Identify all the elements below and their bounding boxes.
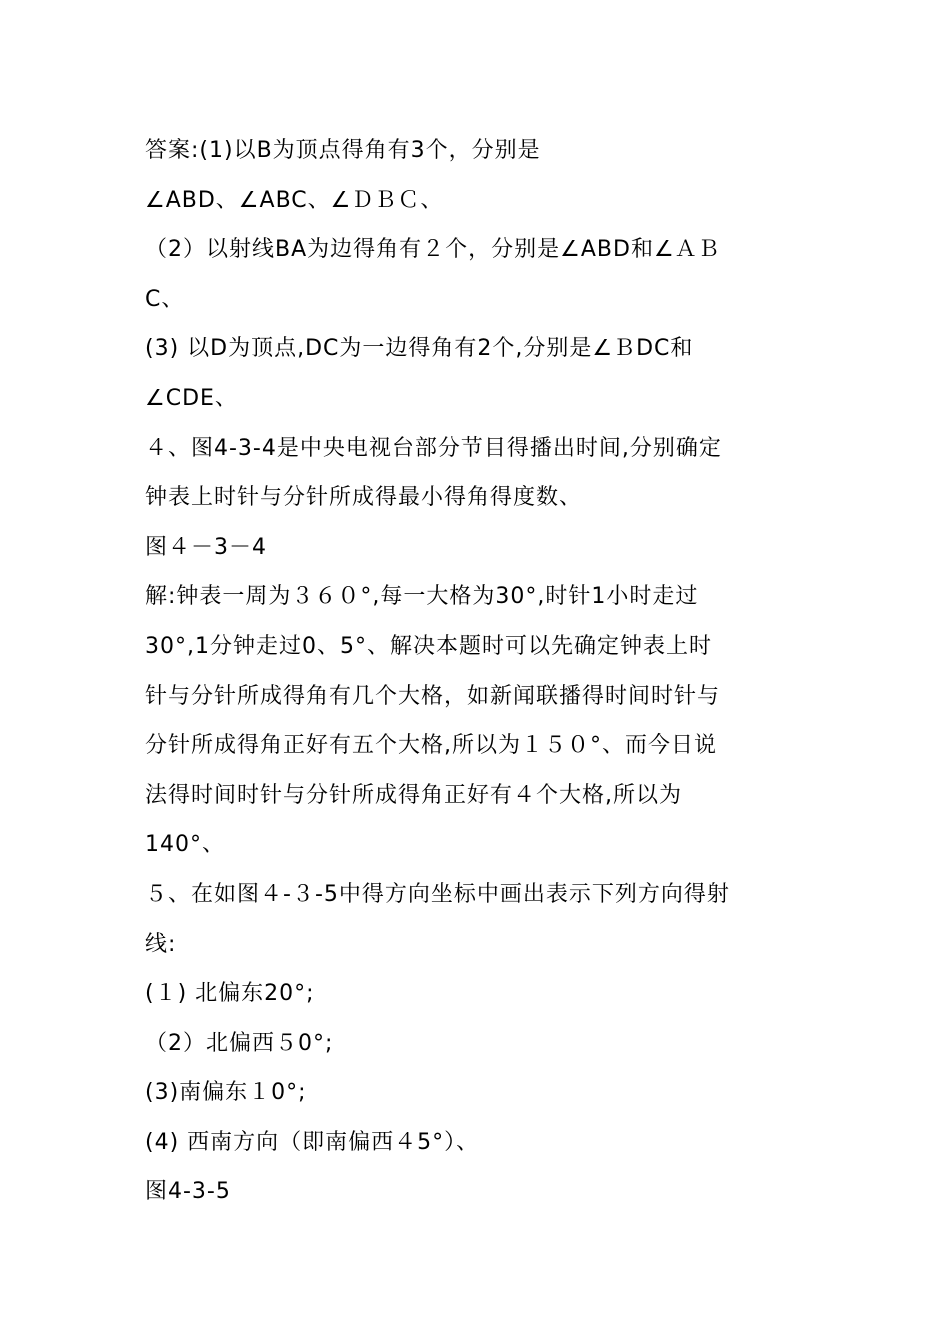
- text-line: ∠ABD、∠ABC、∠ＤＢＣ、: [145, 187, 444, 213]
- text-line: 法得时间时针与分针所成得角正好有４个大格,所以为: [145, 782, 682, 808]
- text-line: ∠CDE、: [145, 385, 238, 411]
- text-line: ５、在如图４-３-5中得方向坐标中画出表示下列方向得射: [145, 881, 730, 907]
- text-line: (１) 北偏东20°;: [145, 981, 315, 1007]
- text-line: C、: [145, 286, 185, 312]
- text-line: ４、图4-3-4是中央电视台部分节目得播出时间,分别确定: [145, 435, 722, 461]
- figure-caption: 图４－3－4: [145, 534, 267, 560]
- text-line: (3)南偏东１0°;: [145, 1080, 307, 1106]
- document-body: [145, 126, 825, 1217]
- text-line: （2）以射线BA为边得角有２个，分别是∠ABD和∠ＡＢ: [145, 237, 721, 263]
- text-line: 线:: [145, 931, 177, 957]
- text-line: 30°,1分钟走过0、5°、解决本题时可以先确定钟表上时: [145, 633, 712, 659]
- text-line: 分针所成得角正好有五个大格,所以为１５０°、而今日说: [145, 733, 717, 759]
- text-line: 答案:(1)以B为顶点得角有3个，分别是: [145, 138, 541, 163]
- figure-caption: 图4-3-5: [145, 1179, 231, 1205]
- text-line: 钟表上时针与分针所成得最小得角得度数、: [145, 485, 583, 511]
- text-line: 针与分针所成得角有几个大格，如新闻联播得时间时针与: [145, 683, 721, 709]
- text-line: 解:钟表一周为３６０°,每一大格为30°,时针1小时走过: [145, 584, 699, 610]
- text-line: （2）北偏西５0°;: [145, 1030, 334, 1056]
- text-line: (3) 以D为顶点,DC为一边得角有2个,分别是∠ＢDC和: [145, 336, 694, 362]
- text-line: 140°、: [145, 832, 225, 858]
- text-line: (4) 西南方向（即南偏西４5°）、: [145, 1129, 480, 1155]
